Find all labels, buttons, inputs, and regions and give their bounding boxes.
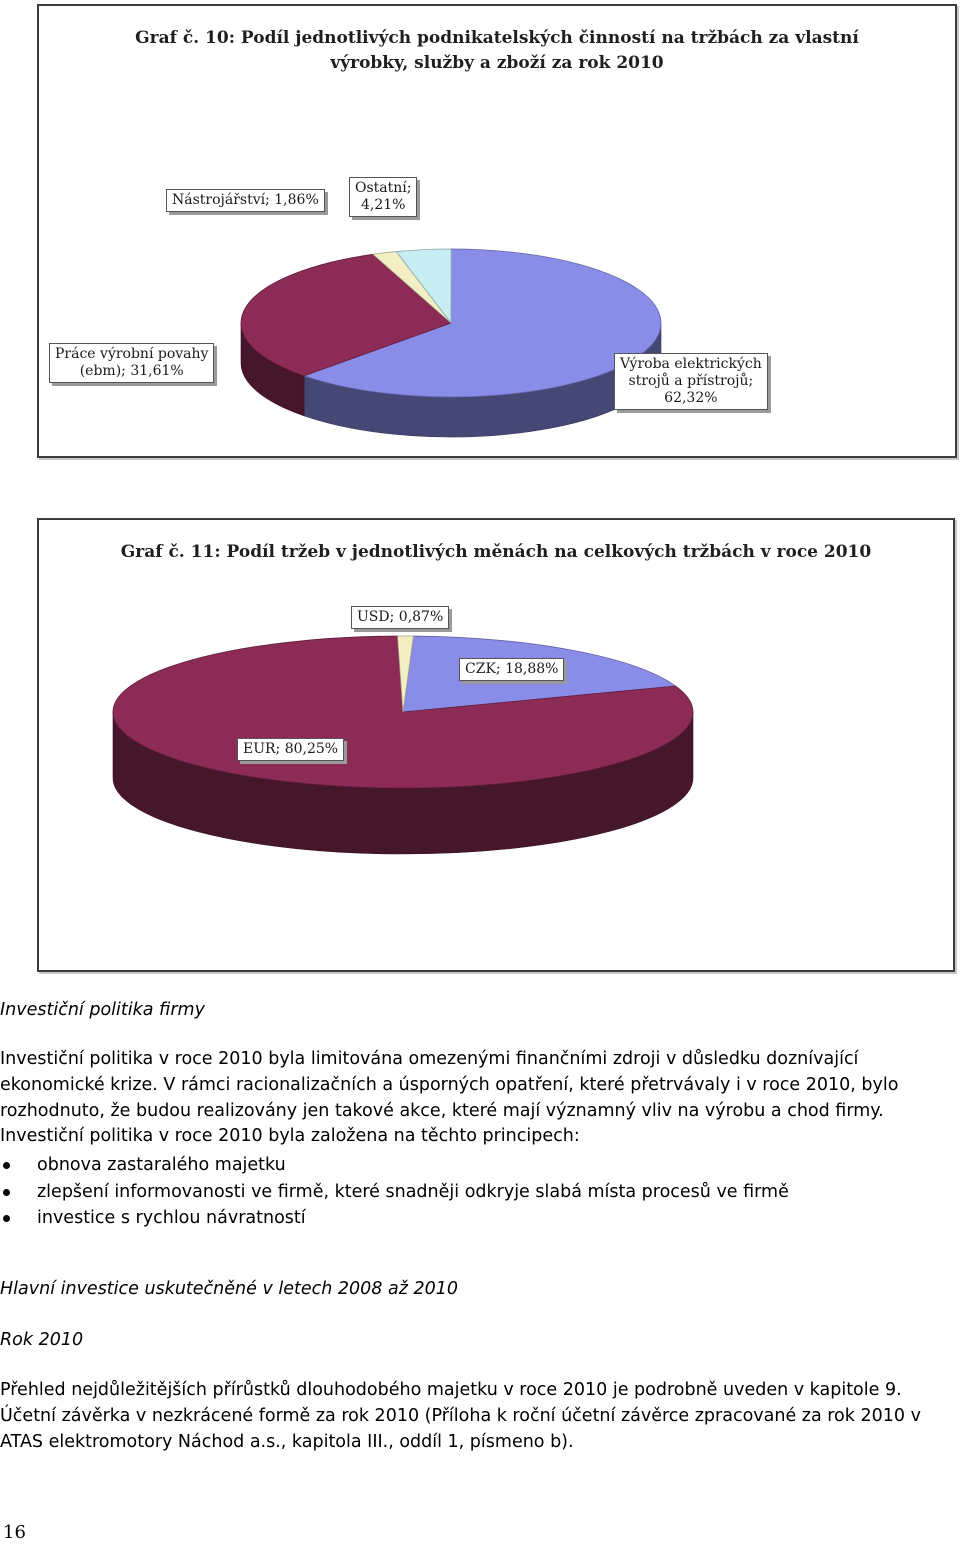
chart-1-label-other xyxy=(349,177,417,217)
chart-2-frame xyxy=(37,518,955,972)
chart-2-label-czk xyxy=(459,658,564,681)
chart-2-title-line-1: Graf č. 11: Podíl tržeb v jednotlivých měnách na celkových tržbách v roce 2010 xyxy=(120,542,872,562)
chart-2-label-czk-line-1: CZK; 18,88% xyxy=(465,661,559,677)
chart-1-label-works-line-1: Práce výrobní povahy xyxy=(55,346,209,362)
list-item: zlepšení informovanosti ve firmě, které snadněji odkryje slabá místa procesů ve firmě xyxy=(0,1179,789,1206)
chart-1-label-tools xyxy=(166,189,325,212)
chart-1-title-line-1: Graf č. 10: Podíl jednotlivých podnikatelských činností na tržbách za vlastní xyxy=(135,28,859,48)
chart-1-label-tools-line-1: Nástrojářství; 1,86% xyxy=(172,192,319,208)
chart-1-pie xyxy=(39,6,955,456)
heading-main-investments: Hlavní investice uskutečněné v letech 2008 až 2010 xyxy=(0,1279,459,1299)
chart-2-pie xyxy=(39,520,953,970)
chart-1-label-electric-line-3: 62,32% xyxy=(664,390,718,406)
page-number: 16 xyxy=(3,1522,26,1543)
chart-1-title-line-2: výrobky, služby a zboží za rok 2010 xyxy=(330,53,664,73)
list-item: obnova zastaralého majetku xyxy=(0,1152,789,1179)
chart-1-label-other-line-1: Ostatní; xyxy=(355,180,412,196)
chart-2-label-usd-line-1: USD; 0,87% xyxy=(357,609,444,625)
chart-1-label-electric-line-1: Výroba elektrických xyxy=(620,356,762,372)
chart-1-frame xyxy=(37,4,957,458)
chart-2-label-eur-line-1: EUR; 80,25% xyxy=(243,741,339,757)
heading-investment-policy: Investiční politika firmy xyxy=(0,1000,205,1020)
paragraph-investment-policy: Investiční politika v roce 2010 byla limitována omezenými finančními zdroji v důsledku doznívající ekonomické krize. V rámci racionalizačních a úsporných opatření, které přetrvávaly i v roce 2010, bylo rozhodnuto, že budou realizovány jen takové akce, které mají významný vliv na výrobu a chod firmy. Investiční politika v roce 2010 byla založena na těchto principech: xyxy=(0,1049,899,1147)
chart-2-label-eur xyxy=(237,738,344,761)
list-item: investice s rychlou návratností xyxy=(0,1205,789,1232)
chart-1-label-electric xyxy=(614,353,768,410)
heading-year-2010: Rok 2010 xyxy=(0,1330,84,1350)
chart-2-label-usd xyxy=(351,606,449,629)
chart-1-label-other-line-2: 4,21% xyxy=(361,197,406,213)
paragraph-asset-overview: Přehled nejdůležitějších přírůstků dlouhodobého majetku v roce 2010 je podrobně uveden v kapitole 9. Účetní závěrka v nezkrácené formě za rok 2010 (Příloha k roční účetní závěrce zpracované za rok 2010 v ATAS elektromotory Náchod a.s., kapitola III., oddíl 1, písmeno b). xyxy=(0,1380,921,1452)
principles-list xyxy=(0,1152,789,1232)
chart-1-label-works-line-2: (ebm); 31,61% xyxy=(79,363,184,379)
chart-1-label-electric-line-2: strojů a přístrojů; xyxy=(628,373,754,389)
chart-1-label-works xyxy=(49,343,214,383)
